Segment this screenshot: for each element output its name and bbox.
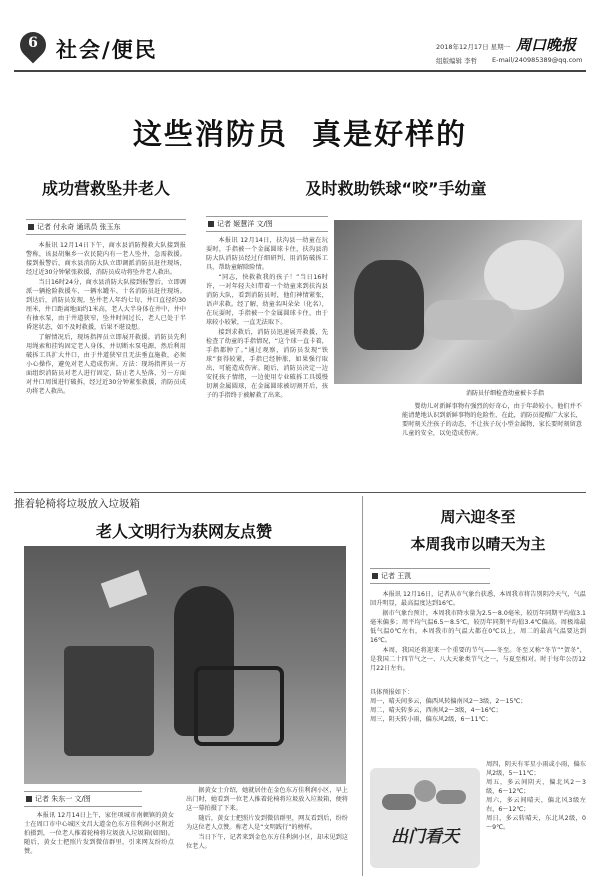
story-body <box>370 590 586 686</box>
paragraph: 本报讯 12月14日下午，商水县消防搜救大队接到报警称，该县胡集乡一农民院内有一老人坠井，急需救援。接到报警后，商水县消防大队立即调派消防员赶往现场，经过近30分钟紧张救援，消防员成功将坠井老人救出。 <box>26 242 186 276</box>
forecast-heading: 具体预报如下： <box>370 689 414 696</box>
story-weather <box>370 500 586 880</box>
paragraph: “同志，快救救我的孩子！”当日16时许，一对年轻夫妇带着一个幼童来到扶沟县消防大队，看到消防员时，他们神情紧张，语声求救。经了解，幼童名叫朵朵（化名），在玩耍时，手指被一个金属圆球卡住，由于球较小较紧，一直无法取下。 <box>206 274 328 326</box>
story-body-col1 <box>206 236 328 484</box>
byline-text: 记者 王凯 <box>381 572 412 580</box>
section-title: 社会/便民 <box>56 37 158 62</box>
badge-label: 出门看天 <box>391 827 459 847</box>
weather-badge <box>370 768 480 868</box>
paragraph: 本报讯 12月14日上午，家住项城市南顿镇的黄女士在周口市中心城区文昌大道金色东方佳利润小区附近拍摄到，一位老人推着轮椅将垃圾放入垃圾箱(如图)。随后，黄女士把照片发到微信群里，引来网友纷纷点赞。 <box>24 812 174 855</box>
story-rescue-child <box>206 176 586 486</box>
page-number: 6 <box>28 35 38 51</box>
issue-date: 2018年12月17日 星期一 <box>436 43 511 51</box>
byline-text: 记者 姬慧洋 文/图 <box>217 220 273 228</box>
photo-caption: 消防员仔细检查幼童被卡手指 <box>466 390 545 397</box>
photo-elder-wheelchair <box>24 546 346 784</box>
byline-marker <box>28 224 34 230</box>
forecast-list-top <box>370 697 586 724</box>
forecast-day: 周四，阴天有零星小雨或小雨，偏东风2级，5～11℃； <box>486 761 586 777</box>
byline-marker <box>372 573 378 579</box>
main-headline: 这些消防员 真是好样的 <box>132 117 468 151</box>
paragraph: 婴幼儿对新鲜事物有强烈的好奇心，由于年龄较小，他们并不能清楚地认识到新鲜事物的危险性，在此，消防员提醒广大家长，要时刻关注孩子的动态，不让孩子玩小型金属物，家长要时刻留意儿童的安全，以免造成伤害。 <box>402 403 582 437</box>
paragraph: 本报讯 12月16日，记者从市气象台获悉，本周我市将告别阴冷天气，气温回升明显，最高温度达到16℃。 <box>370 591 586 607</box>
cloud-icon <box>382 794 416 810</box>
story-body-col2 <box>186 786 348 874</box>
story-title-line2: 本周我市以晴天为主 <box>410 535 546 553</box>
story-kicker: 推着轮椅将垃圾放入垃圾箱 <box>14 498 140 510</box>
story-title-line1: 周六迎冬至 <box>440 508 516 526</box>
story-civic-elder <box>14 496 354 876</box>
story-byline <box>206 216 328 232</box>
story-title: 及时救助铁球“咬”手幼童 <box>305 179 487 198</box>
byline-marker <box>208 221 214 227</box>
page-header <box>0 0 600 74</box>
paragraph: 据黄女士介绍，她就居住在金色东方佳利润小区，早上出门时，她看到一位老人推着轮椅将垃圾放入垃圾箱，便将这一幕拍摄了下来。 <box>186 787 348 812</box>
forecast-day: 周一，晴天间多云，偏西风转偏南风2～3级，2～15℃； <box>370 698 527 705</box>
forecast-list-bottom <box>486 760 586 832</box>
forecast-day: 周五，多云间阴天，偏北风2～3级，6～12℃； <box>486 779 586 795</box>
paragraph: 本周，我国还将迎来一个重要的节气——冬至。冬至又称“冬节”“贺冬”，是我国二十四节气之一、八大天象类节气之一，与夏至相对。时于每年公历12月22日左右。 <box>370 647 586 672</box>
paragraph: 了解情况后，现场指挥员立即展开救援。消防员先利用绳索和挂钩固定老人身体，并切断水泵电源，然后利用破拆工具扩大井口，由于井道狭窄且无法垂直施救，必须小心操作，避免对老人造成伤害。方法：现场指挥员一方面组织消防员对老人进行固定，防止老人坠落，另一方面对井口周围进行破拆，经过近30分钟紧张救援，消防员成功将老人救出。 <box>26 334 186 395</box>
forecast-day: 周日，多云转晴天，东北风2级，0～9℃。 <box>486 815 586 831</box>
story-byline <box>26 219 186 235</box>
paragraph: 据市气象台预计，本周我市降水量为2.5～8.0毫米，较历年同期平均值3.1毫米偏多；周平均气温6.5～8.5℃，较历年同期平均值3.4℃偏高。周极端最低气温0℃左右，本周我市的气温大都在0℃以上，周二的最高气温要达到16℃。 <box>370 610 586 644</box>
paragraph: 本报讯 12月14日，扶沟县一幼童在玩耍时，手指被一个金属圆球卡住，扶沟县消防大队消防员经过仔细研判，用消防破拆工具，帮助童解除险情。 <box>206 237 328 271</box>
story-body <box>26 241 186 396</box>
story-byline <box>370 568 490 584</box>
column-divider <box>362 496 363 876</box>
editor-email: E-mail/240985389@qq.com <box>492 56 583 64</box>
paragraph: 随后，黄女士把照片发到微信群里，网友看到后，纷纷为这位老人点赞。称老人是“文明践行”的榜样。 <box>186 815 348 831</box>
editor-credit: 组版编辑 李哲 <box>436 57 478 65</box>
byline-text: 记者 付永奇 通讯员 张玉东 <box>37 223 121 231</box>
paragraph: 接到求救后，消防员迅速展开救援，先检查了幼童的手指情况，“这个球一直卡着，手指都肿了。”通过观察，消防员发现“铁球”套得较紧，手指已经肿胀，如果强行取出，可能造成伤害。随后，消防员决定一边安抚孩子情绪，一边使用专业破拆工具缓慢切割金属圆球，在金属圆球被切割开后，孩子的手指终于被解救了出来。 <box>206 329 328 399</box>
byline-marker <box>26 796 32 802</box>
section-divider <box>14 492 586 493</box>
byline-text: 记者 朱东一 文/图 <box>35 795 91 803</box>
photo-firefighter-child <box>334 220 582 384</box>
story-rescue-well <box>26 176 186 397</box>
paragraph: 当日16时24分，商水县消防大队接到报警后，立即调派一辆抢险救援车、一辆水罐车、十名消防员赶往现场。到达后，消防员发现，坠井老人年约七旬，井口直径约30厘米，井口距离地面约1米高，老人大半身体在井中，井中有抽水泵，由于井道狭窄，坠井时间过长，老人已处于半昏迷状态，如不及时救援，后果不堪设想。 <box>26 279 186 331</box>
story-body-col2 <box>402 402 582 486</box>
story-body-col1 <box>24 811 174 875</box>
forecast-day: 周二，晴天转多云，西南风2～3级，4～16℃； <box>370 707 502 714</box>
story-byline <box>24 791 142 807</box>
story-title: 老人文明行为获网友点赞 <box>95 522 272 541</box>
cloud-icon <box>436 790 466 804</box>
header-rule <box>14 70 586 72</box>
masthead-logo: 周口晚报 <box>516 36 577 54</box>
sun-icon <box>414 780 436 802</box>
story-title: 成功营救坠井老人 <box>41 179 170 198</box>
forecast-day: 周六，多云间晴天，偏北风3级左右，6～12℃； <box>486 797 586 813</box>
paragraph: 当日下午，记者来到金色东方佳利润小区，却未见到这位老人。 <box>186 834 348 850</box>
forecast-day: 周三，阴天转小雨，偏东风2级，6～11℃； <box>370 716 492 723</box>
